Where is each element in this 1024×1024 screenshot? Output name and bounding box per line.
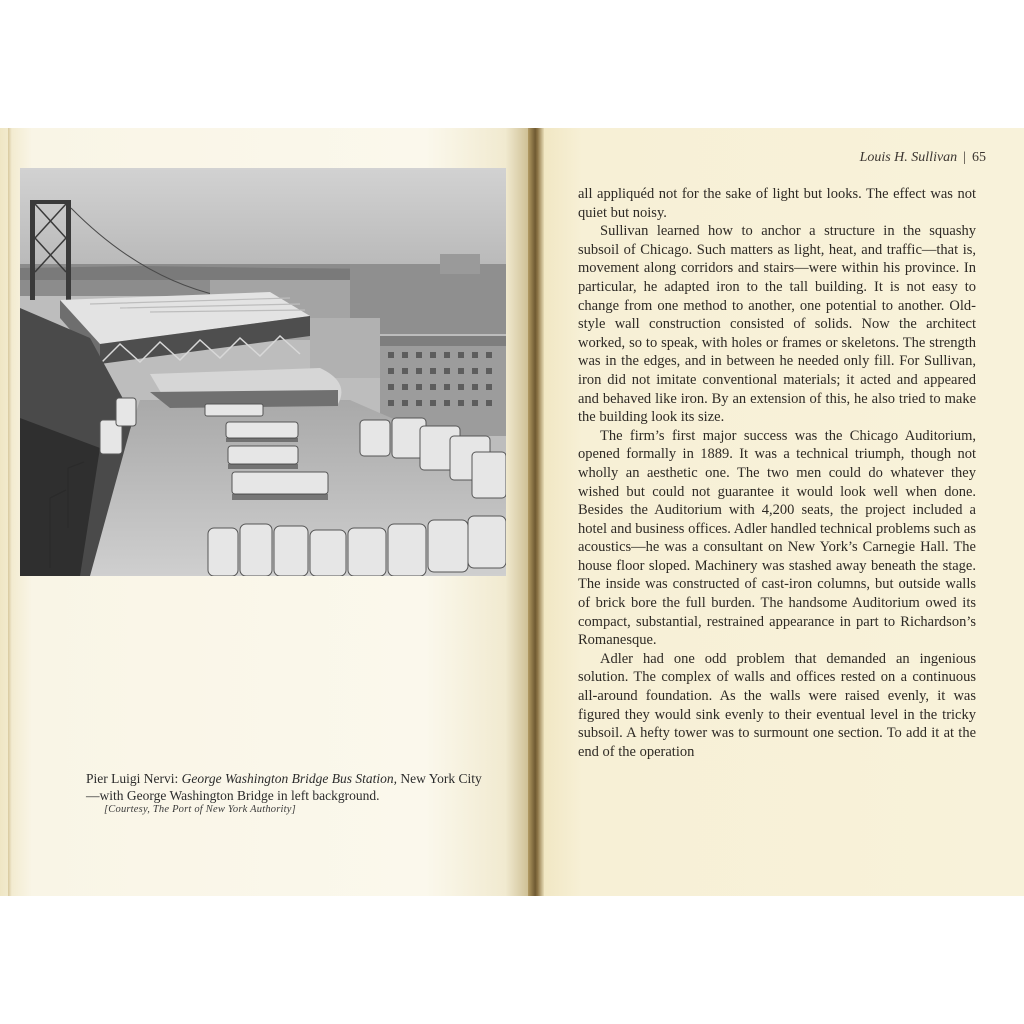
paragraph: Sullivan learned how to anchor a structure in the squashy subsoil of Chicago. Such matters as light, heat, and traffic—that is, movement along corridors and stairs—were within his province. In particular, he adapted iron to the tall building. It is not easy to change from one method to another, one potential to another. Old-style wall construction consisted of solids. Now the architect worked, so to speak, with holes or frames or skeletons. The strength was in the edges, and in between he needed only fill. For Sullivan, iron did not imitate conventional materials; it acted and appeared and behaved like iron. By an extension of this, he also tried to make the building look its size.	[578, 223, 976, 426]
paragraph: Adler had one odd problem that demanded an ingenious solution. The complex of walls and offices rested on a continuous all-around foundation. As the walls were raised evenly, it was figured they would sink evenly to their eventual level in the tricky subsoil. A hefty tower was to surmount one section. To add it at the end of the operation	[578, 650, 976, 760]
credit-source: The Port of New York Authority	[152, 804, 292, 815]
credit-bracket-close: ]	[291, 804, 296, 815]
credit-prefix: Courtesy,	[108, 804, 153, 815]
paragraph: all appliquéd not for the sake of light but looks. The effect was not quiet but noisy.	[578, 186, 976, 221]
right-page	[544, 128, 1024, 896]
body-text	[578, 185, 976, 761]
caption-location: New York City	[396, 771, 482, 786]
page-number: 65	[972, 150, 986, 165]
credit-bracket-open: [	[104, 804, 109, 815]
sky	[20, 168, 506, 268]
running-head-separator: |	[963, 150, 966, 165]
running-head	[544, 150, 986, 166]
paragraph: The firm’s first major success was the Chicago Auditorium, opened formally in 1889. It was a technical triumph, though not wholly an aesthetic one. The two men could do whatever they wished but could not guarantee it would look well when done. Besides the Auditorium with 4,200 seats, the project included a hotel and business offices. Adler handled technical problems such as acoustics—he was a consultant on New York’s Carnegie Hall. The house floor sloped. Machinery was stashed away beneath the stage. The inside was constructed of cast-iron columns, but outside walls of brick bore the full burden. The handsome Auditorium owed its compact, substantial, restrained appearance in part to Richardson’s Romanesque.	[578, 427, 976, 649]
caption-work-title: George Washington Bridge Bus Station,	[181, 771, 397, 786]
caption-author: Pier Luigi Nervi:	[86, 771, 182, 786]
photo-illustration	[20, 168, 506, 576]
photo-caption	[86, 770, 516, 804]
book-gutter	[528, 128, 544, 896]
caption-continuation: —with George Washington Bridge in left background.	[86, 788, 380, 803]
running-head-title: Louis H. Sullivan	[859, 150, 958, 165]
page-edge	[8, 128, 12, 896]
left-page	[0, 128, 532, 896]
open-book	[0, 128, 1024, 896]
photo-credit	[104, 804, 504, 815]
bus-station-photo	[20, 168, 506, 576]
